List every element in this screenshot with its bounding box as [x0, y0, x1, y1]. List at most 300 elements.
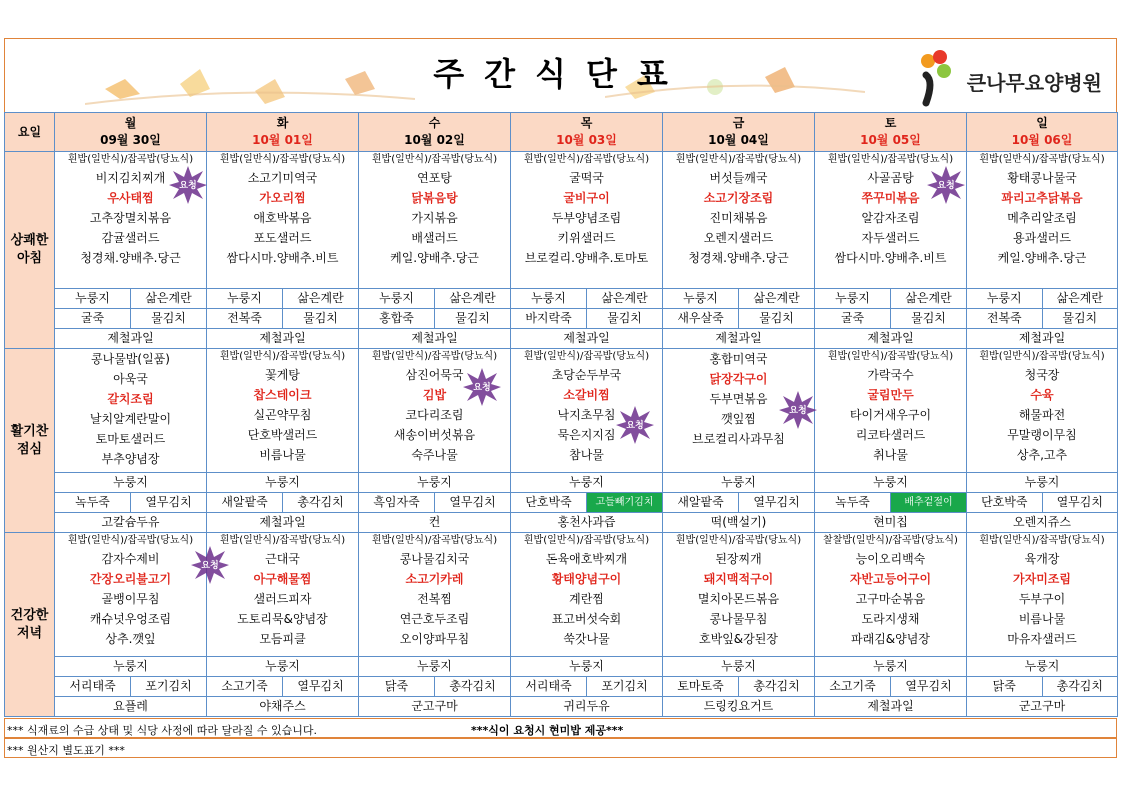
meal-label-line: 상쾌한	[10, 233, 49, 248]
porridge-item: 닭죽	[992, 679, 1016, 693]
side-row	[967, 288, 1117, 308]
menu-cell	[207, 152, 359, 349]
porridge-item: 닭죽	[384, 679, 409, 693]
menu-cell	[663, 152, 815, 349]
menu-item: 쭈꾸미볶음	[861, 191, 920, 205]
porridge-item: 전복죽	[986, 311, 1022, 325]
footer-origin-note: *** 원산지 별도표기 ***	[7, 744, 125, 757]
menu-item: 두부양념조림	[551, 211, 622, 225]
menu-item: 청경채.양배추.당근	[80, 251, 181, 265]
spacer	[511, 465, 662, 472]
side-row	[511, 472, 662, 492]
rice-option: 흰밥(일반식)/잡곡밥(당뇨식)	[219, 154, 346, 165]
spacer	[815, 465, 966, 472]
dessert-item: 귀리두유	[511, 696, 662, 716]
dessert-item: 제철과일	[359, 328, 510, 348]
porridge-row	[359, 492, 510, 512]
menu-item: 마유자샐러드	[1007, 632, 1077, 646]
menu-cell	[815, 349, 967, 533]
menu-item: 굴떡국	[569, 171, 604, 185]
menu-item: 깻잎찜	[721, 412, 756, 426]
menu-item: 연포탕	[417, 171, 452, 185]
rice-option: 흰밥(일반식)/잡곡밥(당뇨식)	[219, 351, 346, 362]
rice-option: 흰밥(일반식)/잡곡밥(당뇨식)	[979, 535, 1105, 546]
day-date: 10월 05일	[860, 133, 921, 147]
rice-option: 흰밥(일반식)/잡곡밥(당뇨식)	[675, 535, 802, 546]
menu-cell-inner	[815, 533, 966, 716]
side-item: 누룽지	[721, 659, 756, 673]
side-item: 누룽지	[569, 659, 604, 673]
side-row	[967, 472, 1117, 492]
menu-item: 꽈리고추닭볶음	[1001, 191, 1083, 205]
porridge-item: 소고기죽	[829, 679, 876, 693]
menu-cell-inner	[967, 533, 1117, 716]
spacer	[967, 268, 1117, 288]
menu-item: 오이양파무침	[399, 632, 470, 646]
day-name: 목	[580, 116, 593, 130]
rice-option: 흰밥(일반식)/잡곡밥(당뇨식)	[371, 535, 498, 546]
menu-cell	[55, 349, 207, 533]
day-name: 화	[276, 116, 289, 130]
menu-cell-inner	[359, 152, 510, 348]
menu-item: 자두샐러드	[861, 231, 920, 245]
rice-option: 찰찰밥(일반식)/잡곡밥(당뇨식)	[823, 535, 958, 546]
menu-cell	[967, 349, 1118, 533]
menu-item: 브로컬리.양배추.토마토	[524, 251, 649, 265]
menu-cell-inner	[55, 533, 206, 716]
menu-item: 소고기미역국	[247, 171, 318, 185]
porridge-item: 서리태죽	[69, 679, 116, 693]
porridge-item: 새알팥죽	[677, 495, 724, 509]
menu-item: 능이오리백숙	[855, 552, 926, 566]
hospital-logo-text: 큰나무요양병원	[966, 71, 1102, 95]
side-row	[207, 288, 358, 308]
porridge-item: 열무김치	[282, 677, 358, 696]
dessert-item: 떡(백설기)	[663, 512, 814, 532]
side-item: 누룽지	[986, 291, 1022, 305]
menu-item: 케일.양배추.당근	[390, 251, 479, 265]
menu-cell	[967, 533, 1118, 717]
side-item: 누룽지	[873, 475, 908, 489]
menu-item: 타이거새우구이	[849, 408, 932, 422]
porridge-item: 물김치	[434, 309, 510, 328]
menu-item: 자반고등어구이	[849, 572, 932, 586]
menu-cell	[359, 533, 511, 717]
menu-item: 모듬피클	[259, 632, 306, 646]
porridge-row	[663, 308, 814, 328]
menu-item: 알감자조림	[861, 211, 920, 225]
porridge-item: 녹두죽	[835, 495, 870, 509]
menu-cell	[511, 152, 663, 349]
menu-item: 취나물	[873, 448, 908, 462]
side-item: 삶은계란	[890, 289, 966, 308]
menu-item: 파래김&양념장	[851, 632, 930, 646]
porridge-item: 물김치	[130, 309, 206, 328]
menu-item: 감귤샐러드	[101, 231, 160, 245]
page-title: 주간식단표	[433, 55, 688, 93]
porridge-item: 배추겉절이	[890, 493, 966, 512]
menu-item: 황태양념구이	[551, 572, 622, 586]
rice-option: 흰밥(일반식)/잡곡밥(당뇨식)	[67, 154, 194, 165]
side-item: 누룽지	[873, 659, 908, 673]
request-stamp-label: 요청	[201, 561, 219, 571]
menu-item: 수육	[1030, 388, 1054, 402]
menu-cell	[207, 349, 359, 533]
menu-cell	[815, 533, 967, 717]
menu-item: 전복찜	[417, 592, 452, 606]
dessert-item: 야채주스	[207, 696, 358, 716]
menu-item: 쌈다시마.양배추.비트	[226, 251, 339, 265]
menu-item: 케일.양배추.당근	[997, 251, 1087, 265]
menu-item: 포도샐러드	[253, 231, 312, 245]
menu-item: 청국장	[1024, 368, 1060, 382]
menu-item: 육개장	[1024, 552, 1060, 566]
porridge-row	[663, 676, 814, 696]
logo-icon	[906, 47, 956, 107]
menu-item: 아구해물찜	[253, 572, 312, 586]
spacer	[663, 449, 814, 472]
porridge-item: 소고기죽	[221, 679, 268, 693]
menu-item: 비지김치찌개	[95, 171, 166, 185]
side-row	[815, 656, 966, 676]
side-item: 누룽지	[835, 291, 870, 305]
menu-item: 우사태찜	[107, 191, 154, 205]
menu-item: 코다리조림	[405, 408, 464, 422]
menu-item: 해물파전	[1018, 408, 1066, 422]
porridge-row	[663, 492, 814, 512]
menu-cell-inner	[663, 152, 814, 348]
request-stamp-icon	[926, 165, 966, 205]
porridge-item: 열무김치	[434, 493, 510, 512]
menu-item: 소고기카레	[405, 572, 464, 586]
menu-item: 가자미조림	[1013, 572, 1071, 586]
porridge-item: 굴죽	[840, 311, 865, 325]
spacer	[815, 268, 966, 288]
dessert-item: 제철과일	[55, 328, 206, 348]
meal-label	[5, 152, 55, 349]
porridge-item: 열무김치	[890, 677, 966, 696]
side-item: 누룽지	[75, 291, 110, 305]
day-name: 일	[1036, 116, 1048, 130]
porridge-item: 열무김치	[130, 493, 206, 512]
menu-item: 상추,고추	[1016, 448, 1068, 462]
menu-item: 돼지맥적구이	[703, 572, 774, 586]
menu-cell	[55, 533, 207, 717]
porridge-row	[511, 676, 662, 696]
menu-item: 애호박볶음	[253, 211, 312, 225]
dessert-item: 군고구마	[359, 696, 510, 716]
porridge-item: 녹두죽	[75, 495, 110, 509]
rice-option: 흰밥(일반식)/잡곡밥(당뇨식)	[371, 351, 498, 362]
menu-item: 소고기장조림	[703, 191, 774, 205]
request-stamp-label: 요청	[626, 421, 644, 431]
porridge-row	[55, 308, 206, 328]
spacer	[967, 649, 1117, 656]
day-name: 금	[732, 116, 745, 130]
side-row	[359, 288, 510, 308]
dessert-item: 오렌지쥬스	[967, 512, 1117, 532]
menu-item: 리코타샐러드	[855, 428, 926, 442]
porridge-row	[359, 308, 510, 328]
side-row	[967, 656, 1117, 676]
dessert-item: 제철과일	[663, 328, 814, 348]
menu-item: 브로컬리사과무침	[692, 432, 785, 446]
porridge-row	[55, 676, 206, 696]
menu-item: 황태콩나물국	[1007, 171, 1077, 185]
side-item: 누룽지	[227, 291, 262, 305]
porridge-item: 물김치	[282, 309, 358, 328]
day-date: 10월 04일	[708, 133, 769, 147]
porridge-item: 포기김치	[586, 677, 662, 696]
footer-note: *** 식재료의 수급 상태 및 식당 사정에 따라 달라질 수 있습니다.	[7, 724, 317, 737]
spacer	[815, 649, 966, 656]
side-item: 누룽지	[265, 659, 300, 673]
porridge-item: 포기김치	[130, 677, 206, 696]
day-header	[511, 113, 663, 152]
porridge-item: 단호박죽	[525, 495, 572, 509]
porridge-item: 물김치	[890, 309, 966, 328]
side-row	[359, 656, 510, 676]
menu-cell	[511, 533, 663, 717]
spacer	[663, 268, 814, 288]
meal-label-line: 아침	[16, 251, 43, 266]
menu-item: 사골곰탕	[867, 171, 914, 185]
request-stamp-icon	[615, 405, 655, 445]
menu-item: 배샐러드	[411, 231, 458, 245]
porridge-item: 전복죽	[227, 311, 262, 325]
meal-row	[5, 533, 1118, 717]
porridge-item: 물김치	[586, 309, 662, 328]
porridge-row	[207, 676, 358, 696]
menu-item: 표고버섯숙회	[551, 612, 622, 626]
menu-item: 찹스테이크	[253, 388, 312, 402]
menu-item: 실곤약무침	[253, 408, 312, 422]
side-item: 누룽지	[721, 475, 756, 489]
side-row	[663, 288, 814, 308]
porridge-item: 홍합죽	[379, 311, 414, 325]
porridge-row	[207, 492, 358, 512]
menu-item: 무말랭이무침	[1007, 428, 1077, 442]
menu-item: 단호박샐러드	[247, 428, 318, 442]
rice-option: 흰밥(일반식)/잡곡밥(당뇨식)	[827, 351, 954, 362]
day-date: 10월 01일	[252, 133, 313, 147]
menu-cell-inner	[663, 349, 814, 532]
day-header	[359, 113, 511, 152]
menu-item: 굴림만두	[867, 388, 914, 402]
menu-item: 호박잎&강된장	[699, 632, 778, 646]
spacer	[359, 649, 510, 656]
menu-item: 도라지생채	[861, 612, 920, 626]
side-row	[207, 656, 358, 676]
side-row	[815, 288, 966, 308]
menu-item: 간장오리불고기	[89, 572, 172, 586]
side-row	[359, 472, 510, 492]
menu-item: 콩나물밥(일품)	[91, 352, 170, 366]
request-stamp-icon	[190, 545, 230, 585]
menu-item: 샐러드피자	[253, 592, 312, 606]
menu-item: 도토리묵&양념장	[237, 612, 328, 626]
meal-label	[5, 533, 55, 717]
request-stamp-icon	[462, 367, 502, 407]
menu-cell	[663, 349, 815, 533]
side-item: 누룽지	[531, 291, 566, 305]
porridge-item: 바지락죽	[525, 311, 572, 325]
day-name: 수	[428, 116, 441, 130]
menu-item: 고추장멸치볶음	[89, 211, 172, 225]
menu-item: 된장찌개	[715, 552, 762, 566]
day-name: 토	[884, 116, 897, 130]
porridge-row	[55, 492, 206, 512]
spacer	[663, 649, 814, 656]
dessert-item: 제철과일	[511, 328, 662, 348]
side-item: 누룽지	[1024, 659, 1060, 673]
menu-item: 오렌지샐러드	[703, 231, 774, 245]
side-item: 누룽지	[569, 475, 604, 489]
menu-cell-inner	[207, 152, 358, 348]
day-header	[55, 113, 207, 152]
side-row	[511, 656, 662, 676]
day-date: 10월 02일	[404, 133, 465, 147]
spacer	[55, 649, 206, 656]
day-date: 10월 03일	[556, 133, 617, 147]
menu-item: 아욱국	[113, 372, 148, 386]
porridge-item: 단호박죽	[981, 495, 1028, 509]
menu-item: 김밥	[422, 388, 447, 402]
dessert-item: 제철과일	[815, 328, 966, 348]
dessert-item: 현미칩	[815, 512, 966, 532]
porridge-row	[967, 308, 1117, 328]
menu-item: 묵은지지짐	[557, 428, 616, 442]
menu-cell-inner	[815, 349, 966, 532]
request-stamp-label: 요청	[179, 181, 197, 191]
porridge-item: 물김치	[738, 309, 814, 328]
meal-label	[5, 349, 55, 533]
side-item: 삶은계란	[282, 289, 358, 308]
menu-cell-inner	[967, 152, 1117, 348]
meal-label-line: 저녁	[16, 625, 43, 641]
menu-cell-inner	[207, 349, 358, 532]
menu-item: 부추양념장	[101, 452, 160, 466]
menu-item: 비름나물	[1018, 612, 1066, 626]
porridge-item: 총각김치	[738, 677, 814, 696]
menu-item: 낙지초무침	[557, 408, 616, 422]
dessert-item: 제철과일	[207, 328, 358, 348]
request-stamp-label: 요청	[937, 181, 955, 191]
porridge-row	[815, 676, 966, 696]
porridge-item: 총각김치	[282, 493, 358, 512]
footer-origin-row	[4, 738, 1117, 758]
header-row	[5, 113, 1118, 152]
porridge-row	[815, 492, 966, 512]
porridge-item: 물김치	[1042, 309, 1118, 328]
request-stamp-label: 요청	[789, 406, 807, 416]
porridge-item: 토마토죽	[677, 679, 724, 693]
day-header	[815, 113, 967, 152]
porridge-row	[207, 308, 358, 328]
spacer	[55, 268, 206, 288]
weekday-label: 요일	[5, 113, 55, 152]
porridge-row	[815, 308, 966, 328]
menu-cell	[967, 152, 1118, 349]
menu-item: 쌈다시마.양배추.비트	[834, 251, 947, 265]
side-item: 삶은계란	[434, 289, 510, 308]
menu-item: 쑥갓나물	[563, 632, 610, 646]
menu-item: 가지볶음	[411, 211, 458, 225]
side-item: 삶은계란	[738, 289, 814, 308]
menu-item: 멸치아몬드볶음	[697, 592, 780, 606]
menu-item: 콩나물김치국	[399, 552, 470, 566]
rice-option: 흰밥(일반식)/잡곡밥(당뇨식)	[523, 351, 650, 362]
day-name: 월	[124, 116, 137, 130]
rice-option: 흰밥(일반식)/잡곡밥(당뇨식)	[979, 154, 1105, 165]
menu-item: 버섯들깨국	[709, 171, 768, 185]
menu-item: 캐슈넛우엉조림	[89, 612, 172, 626]
dessert-item: 고칼슘두유	[55, 512, 206, 532]
menu-item: 두부면볶음	[709, 392, 768, 406]
menu-item: 감자수제비	[101, 552, 160, 566]
menu-cell-inner	[511, 533, 662, 716]
dessert-item: 컨	[359, 512, 510, 532]
porridge-row	[511, 492, 662, 512]
menu-item: 숙주나물	[411, 448, 458, 462]
side-item: 누룽지	[417, 475, 452, 489]
side-row	[207, 472, 358, 492]
menu-item: 용과샐러드	[1013, 231, 1071, 245]
porridge-row	[967, 676, 1117, 696]
side-row	[815, 472, 966, 492]
menu-item: 참나물	[569, 448, 604, 462]
side-item: 누룽지	[417, 659, 452, 673]
menu-item: 계란찜	[569, 592, 604, 606]
dessert-item: 제철과일	[967, 328, 1117, 348]
day-header	[967, 113, 1118, 152]
side-item: 삶은계란	[1042, 289, 1118, 308]
spacer	[511, 268, 662, 288]
dessert-item: 요플레	[55, 696, 206, 716]
menu-item: 골뱅이무침	[101, 592, 160, 606]
menu-item: 두부구이	[1018, 592, 1066, 606]
porridge-row	[359, 676, 510, 696]
menu-cell-inner	[359, 533, 510, 716]
menu-item: 닭볶음탕	[411, 191, 458, 205]
request-stamp-label: 요청	[473, 383, 491, 393]
rice-option: 흰밥(일반식)/잡곡밥(당뇨식)	[219, 535, 346, 546]
footer-note-row	[4, 718, 1117, 738]
porridge-item: 총각김치	[434, 677, 510, 696]
spacer	[207, 465, 358, 472]
meal-row	[5, 349, 1118, 533]
menu-item: 키위샐러드	[557, 231, 616, 245]
footer-note-right: ***식이 요청시 현미밥 제공***	[471, 724, 624, 737]
menu-item: 토마토샐러드	[95, 432, 166, 446]
menu-cell-inner	[663, 533, 814, 716]
menu-cell	[359, 152, 511, 349]
menu-cell-inner	[967, 349, 1117, 532]
request-stamp-icon	[168, 165, 208, 205]
day-date: 10월 06일	[1011, 133, 1073, 147]
day-header	[207, 113, 359, 152]
menu-cell	[663, 533, 815, 717]
dessert-item: 드링킹요거트	[663, 696, 814, 716]
porridge-item: 총각김치	[1042, 677, 1118, 696]
side-row	[55, 656, 206, 676]
side-item: 누룽지	[379, 291, 414, 305]
menu-item: 새송이버섯볶음	[393, 428, 476, 442]
porridge-item: 새알팥죽	[221, 495, 268, 509]
rice-option: 흰밥(일반식)/잡곡밥(당뇨식)	[371, 154, 498, 165]
porridge-item: 열무김치	[1042, 493, 1118, 512]
menu-item: 닭장각구이	[709, 372, 768, 386]
